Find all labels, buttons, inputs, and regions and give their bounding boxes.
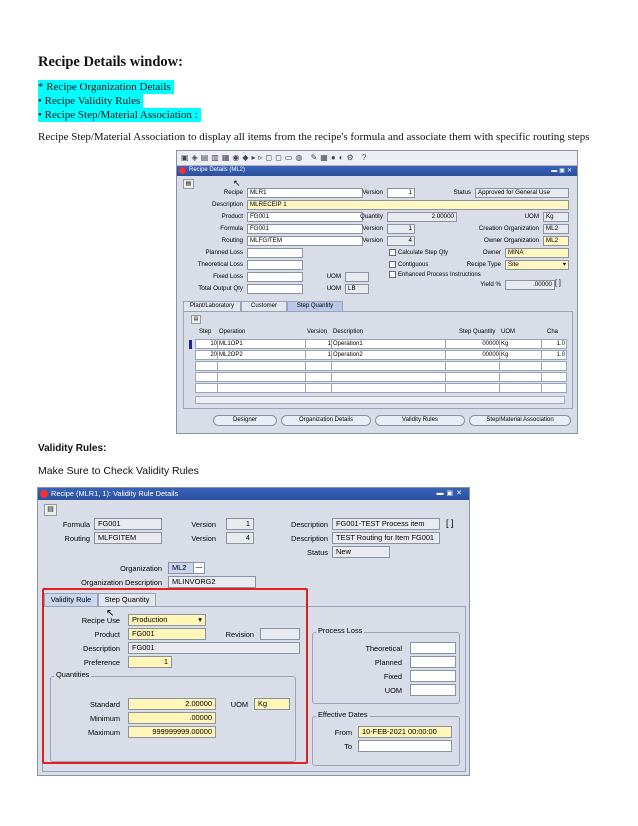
- empty-cell[interactable]: [331, 361, 447, 371]
- w2-routing-desc-field[interactable]: TEST Routing for Item FG001: [332, 532, 440, 544]
- empty-cell[interactable]: [541, 383, 567, 393]
- total-output-label: Total Output Qty: [198, 285, 243, 292]
- window-close-icon[interactable]: [179, 167, 186, 174]
- w2-org-description-field[interactable]: MLINVORG2: [168, 576, 256, 588]
- w2-preference-field[interactable]: 1: [128, 656, 172, 668]
- organization-details-button[interactable]: Organization Details: [281, 415, 371, 426]
- tab-plant-laboratory[interactable]: Plant/Laboratory: [183, 301, 241, 311]
- row1-operation[interactable]: ML1OP1: [217, 339, 307, 349]
- w2-formula-desc-label: Description: [291, 520, 328, 529]
- window2-close-icon[interactable]: [40, 490, 48, 498]
- empty-cell[interactable]: [541, 372, 567, 382]
- w2-formula-version-field[interactable]: 1: [226, 518, 254, 530]
- bullet-org-details: * Recipe Organization Details: [38, 80, 174, 94]
- w2-item-description-field[interactable]: FG001: [128, 642, 300, 654]
- row1-step-quantity[interactable]: 00000: [445, 339, 501, 349]
- bullet-validity-rules: • Recipe Validity Rules: [38, 94, 143, 108]
- empty-cell[interactable]: [305, 383, 333, 393]
- empty-cell[interactable]: [331, 383, 447, 393]
- recipe-type-value: Site: [508, 261, 519, 268]
- w2-tab-validity-rule[interactable]: Validity Rule: [44, 593, 98, 606]
- description-field[interactable]: MLRECEIP 1: [247, 200, 569, 210]
- col-uom: UOM: [501, 329, 515, 335]
- calculate-step-qty-checkbox[interactable]: [389, 249, 448, 256]
- recipe-version-field[interactable]: 1: [387, 188, 415, 198]
- w2-maximum-label: Maximum: [87, 728, 120, 737]
- col-step-quantity: Step Quantity: [459, 329, 496, 335]
- creation-org-label: Creation Organization: [478, 225, 539, 232]
- empty-cell[interactable]: [445, 383, 501, 393]
- formula-version-field[interactable]: 1: [387, 224, 415, 234]
- col-operation: Operation: [219, 329, 246, 335]
- empty-cell[interactable]: [195, 361, 219, 371]
- toolbar-icons[interactable]: ▣◈▤▥▦◉◆▸▹◻◻▭◍ ✎▦●◐⚙ ?: [181, 153, 370, 162]
- w2-formula-label: Formula: [62, 520, 90, 529]
- w2-product-field[interactable]: FG001: [128, 628, 206, 640]
- quantity-label: Quantity: [359, 213, 383, 220]
- window2-folder-icon[interactable]: ▤: [44, 504, 57, 516]
- w2-product-label: Product: [94, 630, 120, 639]
- w2-status-label: Status: [307, 548, 328, 557]
- description-label: Description: [212, 201, 243, 208]
- owner-label: Owner: [482, 249, 501, 256]
- w2-planned-label: Planned: [374, 658, 402, 667]
- owner-field[interactable]: MINA: [505, 248, 569, 258]
- w2-effective-dates-title: Effective Dates: [318, 710, 368, 719]
- product-field[interactable]: FG001: [247, 212, 363, 222]
- empty-cell[interactable]: [445, 372, 501, 382]
- window-title: Recipe Details (ML2): [189, 167, 246, 173]
- routing-field[interactable]: MLFGITEM: [247, 236, 363, 246]
- col-description: Description: [333, 329, 364, 335]
- empty-cell[interactable]: [331, 372, 447, 382]
- w2-organization-label: Organization: [120, 564, 162, 573]
- routing-version-label: Version: [362, 237, 383, 244]
- empty-cell[interactable]: [217, 372, 307, 382]
- table-folder-icon[interactable]: ▤: [191, 315, 201, 324]
- row1-version[interactable]: 1: [305, 339, 333, 349]
- yield-field[interactable]: .00000: [505, 280, 555, 290]
- w2-process-loss-title: Process Loss: [318, 626, 363, 635]
- empty-cell[interactable]: [195, 372, 219, 382]
- page-heading: Recipe Details window:: [38, 54, 183, 70]
- w2-preference-label: Preference: [83, 658, 120, 667]
- w2-tab-step-quantity[interactable]: Step Quantity: [98, 593, 156, 606]
- w2-fixed-field[interactable]: [410, 670, 456, 682]
- calculate-step-qty-label: Calculate Step Qty: [398, 250, 449, 257]
- fixed-loss-uom-label: UOM: [326, 273, 341, 280]
- w2-fixed-label: Fixed: [383, 672, 402, 681]
- quantity-uom-label: UOM: [524, 213, 539, 220]
- tab-step-quantity[interactable]: Step Quantity: [287, 301, 343, 311]
- w2-item-description-label: Description: [83, 644, 120, 653]
- empty-cell[interactable]: [305, 372, 333, 382]
- tab-panel: [183, 311, 573, 409]
- enhanced-pi-checkbox[interactable]: [389, 271, 481, 278]
- w2-quantities-title: Quantities: [56, 670, 90, 679]
- quantity-field[interactable]: 2.00000: [387, 212, 457, 222]
- flexfield-bracket[interactable]: [ ]: [555, 280, 561, 287]
- yield-label: Yield %: [480, 281, 501, 288]
- w2-formula-desc-field[interactable]: FG001-TEST Process item: [332, 518, 440, 530]
- w2-status-field[interactable]: New: [332, 546, 390, 558]
- contiguous-label: Contiguous: [398, 262, 429, 269]
- empty-cell[interactable]: [499, 361, 543, 371]
- w2-routing-version-field[interactable]: 4: [226, 532, 254, 544]
- recipe-label: Recipe: [223, 189, 243, 196]
- product-label: Product: [221, 213, 243, 220]
- total-output-field[interactable]: [247, 284, 303, 294]
- col-version: Version: [307, 329, 328, 335]
- horizontal-scrollbar[interactable]: [195, 396, 565, 404]
- w2-flexfield-bracket[interactable]: [ ]: [446, 518, 454, 528]
- chevron-down-icon: ▾: [562, 261, 566, 268]
- empty-cell[interactable]: [217, 383, 307, 393]
- row2-charge[interactable]: 1.0: [541, 350, 567, 360]
- formula-version-label: Version: [362, 225, 383, 232]
- row1-description[interactable]: Operation1: [331, 339, 447, 349]
- col-charge: Cha: [547, 329, 559, 335]
- theoretical-loss-field[interactable]: [247, 260, 303, 270]
- w2-uom-label: UOM: [230, 700, 248, 709]
- window-controls-icon[interactable]: ▬▣✕: [551, 168, 574, 174]
- recipe-details-window: [176, 150, 578, 434]
- w2-routing-desc-label: Description: [291, 534, 328, 543]
- step-material-association-button[interactable]: Step/Material Association: [469, 415, 571, 426]
- contiguous-checkbox[interactable]: [389, 261, 428, 268]
- empty-cell[interactable]: [499, 372, 543, 382]
- validity-rules-note: Make Sure to Check Validity Rules: [38, 465, 199, 477]
- w2-from-field[interactable]: 10-FEB-2021 00:00:00: [358, 726, 452, 738]
- w2-routing-field[interactable]: MLFGITEM: [94, 532, 162, 544]
- w2-theoretical-label: Theoretical: [365, 644, 402, 653]
- recipe-field[interactable]: MLR1: [247, 188, 363, 198]
- w2-standard-field[interactable]: 2.00000: [128, 698, 216, 710]
- w2-formula-version-label: Version: [191, 520, 216, 529]
- routing-label: Routing: [221, 237, 243, 244]
- toolbar: [177, 151, 577, 166]
- w2-theoretical-field[interactable]: [410, 642, 456, 654]
- w2-routing-version-label: Version: [191, 534, 216, 543]
- planned-loss-field[interactable]: [247, 248, 303, 258]
- empty-cell[interactable]: [445, 361, 501, 371]
- theoretical-loss-label: Theoretical Loss: [197, 261, 243, 268]
- fixed-loss-field[interactable]: [247, 272, 303, 282]
- row2-version[interactable]: 1: [305, 350, 333, 360]
- row1-uom[interactable]: Kg: [499, 339, 543, 349]
- recipe-version-label: Version: [362, 189, 383, 196]
- w2-org-lov-icon[interactable]: —: [193, 562, 205, 574]
- formula-label: Formula: [220, 225, 243, 232]
- w2-mouse-cursor-icon: ↖: [106, 608, 115, 619]
- w2-formula-field[interactable]: FG001: [94, 518, 162, 530]
- row2-operation[interactable]: ML2OP2: [217, 350, 307, 360]
- creation-org-field[interactable]: ML2: [543, 224, 569, 234]
- highlight-box: [42, 588, 308, 764]
- w2-uom-field[interactable]: Kg: [254, 698, 290, 710]
- empty-cell[interactable]: [499, 383, 543, 393]
- owner-org-field[interactable]: ML2: [543, 236, 569, 246]
- w2-revision-label: Revision: [225, 630, 254, 639]
- row2-description[interactable]: Operation2: [331, 350, 447, 360]
- w2-planned-field[interactable]: [410, 656, 456, 668]
- bullet-step-material: • Recipe Step/Material Association :: [38, 108, 201, 122]
- fixed-loss-uom-field[interactable]: [345, 272, 369, 282]
- routing-version-field[interactable]: 4: [387, 236, 415, 246]
- w2-to-field[interactable]: [358, 740, 452, 752]
- row1-step[interactable]: 10: [195, 339, 219, 349]
- w2-to-label: To: [344, 742, 352, 751]
- window2-title: Recipe (MLR1, 1): Validity Rule Details: [51, 489, 179, 498]
- output-uom-label: UOM: [326, 285, 341, 292]
- row1-charge[interactable]: 1.0: [541, 339, 567, 349]
- fixed-loss-label: Fixed Loss: [213, 273, 243, 280]
- w2-standard-label: Standard: [90, 700, 120, 709]
- w2-minimum-label: Minimum: [90, 714, 120, 723]
- empty-cell[interactable]: [541, 361, 567, 371]
- w2-recipe-use-value: Production: [132, 615, 168, 624]
- row2-step-quantity[interactable]: 00000: [445, 350, 501, 360]
- status-field[interactable]: Approved for General Use: [475, 188, 569, 198]
- recipe-type-select[interactable]: [505, 260, 569, 270]
- folder-icon[interactable]: ▤: [183, 179, 194, 189]
- w2-routing-label: Routing: [64, 534, 90, 543]
- row2-step[interactable]: 20: [195, 350, 219, 360]
- recipe-type-label: Recipe Type: [466, 261, 501, 268]
- col-step: Step: [199, 329, 212, 335]
- owner-org-label: Owner Organization: [483, 237, 539, 244]
- empty-cell[interactable]: [217, 361, 307, 371]
- w2-org-description-label: Organization Description: [81, 578, 162, 587]
- w2-maximum-field[interactable]: 999999999.00000: [128, 726, 216, 738]
- validity-rule-window: [37, 487, 470, 776]
- output-uom-field[interactable]: LB: [345, 284, 369, 294]
- empty-cell[interactable]: [195, 383, 219, 393]
- tab-customer[interactable]: Customer: [241, 301, 287, 311]
- formula-field[interactable]: FG001: [247, 224, 363, 234]
- validity-rules-heading: Validity Rules:: [38, 443, 107, 454]
- designer-button[interactable]: Designer: [213, 415, 277, 426]
- w2-minimum-field[interactable]: .00000: [128, 712, 216, 724]
- validity-rules-button[interactable]: Validity Rules: [375, 415, 465, 426]
- window2-controls-icon[interactable]: ▬▣✕: [436, 490, 465, 497]
- status-label: Status: [453, 189, 471, 196]
- mouse-cursor-icon: ↖: [233, 178, 241, 188]
- chevron-down-icon: ▾: [198, 615, 202, 624]
- intro-paragraph: Recipe Step/Material Association to display all items from the recipe's formula and associate them with specific routing steps: [38, 131, 590, 143]
- w2-loss-uom-label: UOM: [384, 686, 402, 695]
- empty-cell[interactable]: [305, 361, 333, 371]
- w2-loss-uom-field[interactable]: [410, 684, 456, 696]
- row2-uom[interactable]: Kg: [499, 350, 543, 360]
- current-row-indicator: [189, 340, 192, 349]
- w2-organization-field[interactable]: ML2: [168, 562, 194, 574]
- enhanced-pi-label: Enhanced Process Instructions: [398, 272, 481, 279]
- w2-from-label: From: [334, 728, 352, 737]
- planned-loss-label: Planned Loss: [205, 249, 243, 256]
- w2-recipe-use-label: Recipe Use: [81, 616, 120, 625]
- window-title-bar: [177, 166, 577, 176]
- window2-title-bar: [38, 488, 469, 500]
- quantity-uom-field[interactable]: Kg: [543, 212, 569, 222]
